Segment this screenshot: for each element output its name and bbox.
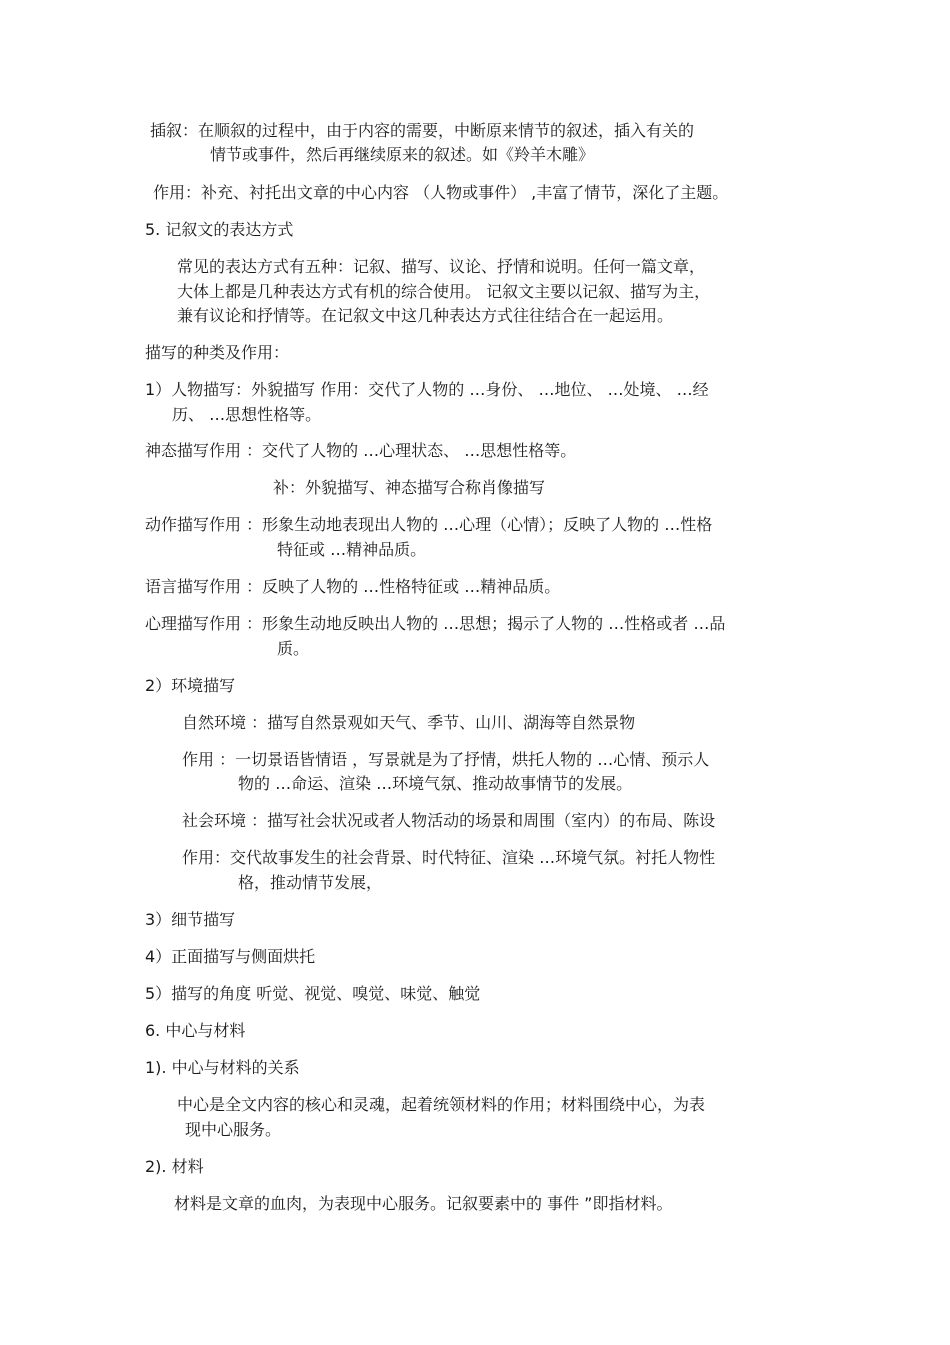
text-line-20: 作用 ：一切景语皆情语 ，写景就是为了抒情，烘托人物的 …心情、预示人	[182, 750, 710, 769]
text-line-11: 神态描写作用 ：交代了人物的 …心理状态、 …思想性格等。	[145, 441, 577, 460]
text-line-25: 3）细节描写	[145, 910, 236, 929]
text-line-33: 材料是文章的血肉，为表现中心服务。记叙要素中的 事件 ”即指材料。	[174, 1194, 673, 1213]
text-line-17: 质。	[277, 639, 310, 658]
text-line-31: 现中心服务。	[185, 1120, 282, 1139]
text-line-27: 5）描写的角度 听觉、视觉、嗅觉、味觉、触觉	[145, 984, 481, 1003]
text-line-8: 描写的种类及作用：	[145, 343, 290, 362]
text-line-9: 1）人物描写：外貌描写 作用：交代了人物的 …身份、 …地位、 …处境、 …经	[145, 380, 709, 399]
text-line-18: 2）环境描写	[145, 676, 236, 695]
text-line-24: 格，推动情节发展，	[238, 873, 383, 892]
text-line-12: 补：外貌描写、神态描写合称肖像描写	[273, 478, 546, 497]
text-line-26: 4）正面描写与侧面烘托	[145, 947, 316, 966]
text-line-7: 兼有议论和抒情等。在记叙文中这几种表达方式往往结合在一起运用。	[177, 306, 674, 325]
text-line-13: 动作描写作用 ：形象生动地表现出人物的 …心理（心情）；反映了人物的 …性格	[145, 515, 713, 534]
text-line-22: 社会环境 ：描写社会状况或者人物活动的场景和周围（室内）的布局、陈设	[182, 811, 716, 830]
text-line-3: 作用：补充、衬托出文章的中心内容 （人物或事件） ,丰富了情节，深化了主题。	[153, 183, 729, 202]
text-line-15: 语言描写作用 ：反映了人物的 …性格特征或 …精神品质。	[145, 577, 561, 596]
text-line-29: 1). 中心与材料的关系	[145, 1058, 300, 1077]
text-line-19: 自然环境 ：描写自然景观如天气、季节、山川、湖海等自然景物	[182, 713, 636, 732]
text-line-4: 5. 记叙文的表达方式	[145, 220, 294, 239]
text-line-6: 大体上都是几种表达方式有机的综合使用。 记叙文主要以记叙、描写为主，	[177, 282, 711, 301]
text-line-10: 历、 …思想性格等。	[172, 405, 322, 424]
text-line-30: 中心是全文内容的核心和灵魂，起着统领材料的作用；材料围绕中心，为表	[177, 1095, 706, 1114]
text-line-32: 2). 材料	[145, 1157, 204, 1176]
text-line-21: 物的 …命运、渲染 …环境气氛、推动故事情节的发展。	[238, 774, 633, 793]
text-line-28: 6. 中心与材料	[145, 1021, 246, 1040]
text-line-2: 情节或事件，然后再继续原来的叙述。如《羚羊木雕》	[210, 145, 595, 164]
text-line-1: 插叙：在顺叙的过程中，由于内容的需要，中断原来情节的叙述，插入有关的	[150, 121, 695, 140]
text-line-23: 作用：交代故事发生的社会背景、时代特征、渲染 …环境气氛。衬托人物性	[182, 848, 716, 867]
text-line-14: 特征或 …精神品质。	[277, 540, 427, 559]
text-line-16: 心理描写作用 ：形象生动地反映出人物的 …思想；揭示了人物的 …性格或者 …品	[145, 614, 726, 633]
text-line-5: 常见的表达方式有五种：记叙、描写、议论、抒情和说明。任何一篇文章，	[177, 257, 706, 276]
